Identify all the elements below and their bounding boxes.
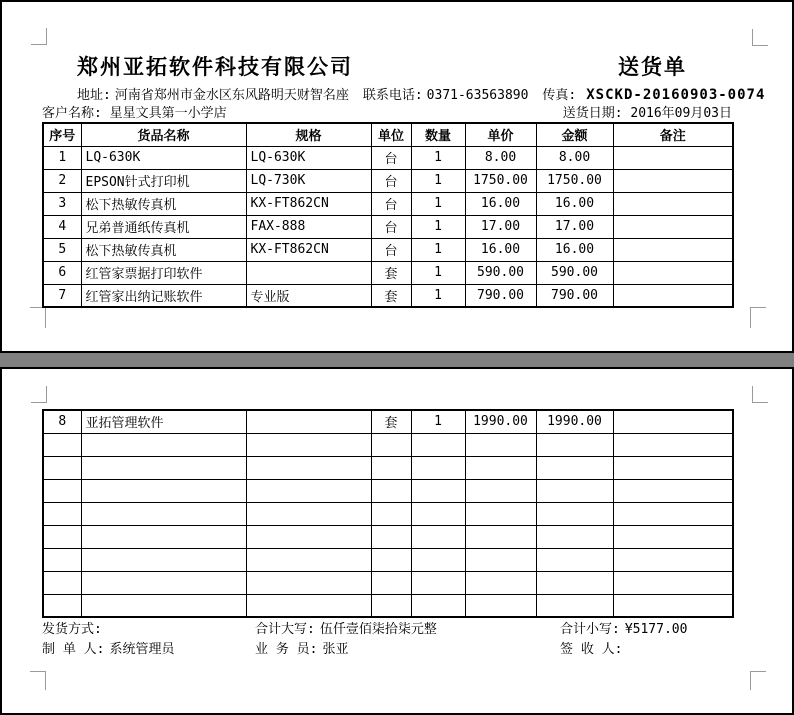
- table-cell: [371, 525, 411, 548]
- table-cell: 台: [371, 169, 411, 192]
- column-header: 序号: [43, 123, 81, 146]
- customer-date-line: [42, 102, 732, 121]
- table-cell: [613, 502, 733, 525]
- table-cell: 1: [411, 261, 465, 284]
- table-cell: [411, 571, 465, 594]
- margin-mark-bottom-right: [750, 671, 766, 690]
- header-info-line: [77, 84, 766, 103]
- fax-label: 传真:: [542, 88, 577, 103]
- margin-mark-top-left: [31, 386, 47, 403]
- column-header: 金额: [536, 123, 613, 146]
- table-cell: [613, 146, 733, 169]
- table-cell: [246, 479, 371, 502]
- table-cell: [613, 284, 733, 307]
- table-cell: [246, 594, 371, 617]
- table-cell: 1: [411, 146, 465, 169]
- table-cell: 1: [411, 284, 465, 307]
- delivery-date-label: 送货日期:: [562, 106, 623, 121]
- table-cell: 16.00: [465, 238, 536, 261]
- table-cell: [371, 571, 411, 594]
- total-in-figures-label: 合计小写:: [560, 622, 620, 637]
- margin-mark-bottom-right: [750, 307, 766, 328]
- table-row: [43, 548, 733, 571]
- table-row: [43, 433, 733, 456]
- table-cell: 1: [411, 192, 465, 215]
- table-cell: 台: [371, 192, 411, 215]
- table-cell: [43, 433, 81, 456]
- table-cell: 1: [411, 410, 465, 433]
- table-cell: 7: [43, 284, 81, 307]
- table-cell: 兄弟普通纸传真机: [81, 215, 246, 238]
- table-cell: [613, 571, 733, 594]
- column-header: 数量: [411, 123, 465, 146]
- preparer-label: 制 单 人:: [42, 642, 105, 657]
- table-cell: 1: [43, 146, 81, 169]
- table-cell: 16.00: [536, 238, 613, 261]
- table-row: [43, 456, 733, 479]
- table-cell: 590.00: [465, 261, 536, 284]
- table-cell: [465, 594, 536, 617]
- document-number: XSCKD-20160903-0074: [586, 87, 766, 103]
- table-cell: 红管家出纳记账软件: [81, 284, 246, 307]
- table-cell: 台: [371, 215, 411, 238]
- table-cell: [246, 548, 371, 571]
- table-cell: [81, 502, 246, 525]
- table-cell: [43, 479, 81, 502]
- preparer-group: [42, 638, 175, 657]
- table-cell: 16.00: [536, 192, 613, 215]
- column-header: 规格: [246, 123, 371, 146]
- table-cell: [371, 433, 411, 456]
- table-cell: [465, 502, 536, 525]
- table-cell: [465, 479, 536, 502]
- company-name: 郑州亚拓软件科技有限公司: [77, 55, 353, 79]
- page-2: [0, 367, 794, 715]
- table-cell: [536, 594, 613, 617]
- total-in-words-value: 伍仟壹佰柒拾柒元整: [319, 622, 437, 637]
- table-row: [43, 192, 733, 215]
- customer-group: [42, 102, 227, 121]
- table-cell: LQ-630K: [81, 146, 246, 169]
- items-table-page1: [42, 122, 734, 308]
- column-header: 货品名称: [81, 123, 246, 146]
- column-header: 单位: [371, 123, 411, 146]
- table-cell: [43, 571, 81, 594]
- customer-value: 星星文具第一小学店: [109, 106, 227, 121]
- table-cell: 1: [411, 169, 465, 192]
- table-row: [43, 479, 733, 502]
- shipping-method-group: [42, 618, 102, 637]
- table-cell: EPSON针式打印机: [81, 169, 246, 192]
- table-cell: 4: [43, 215, 81, 238]
- table-cell: LQ-730K: [246, 169, 371, 192]
- column-header: 单价: [465, 123, 536, 146]
- table-row: [43, 571, 733, 594]
- table-row: [43, 169, 733, 192]
- table-cell: [465, 433, 536, 456]
- table-cell: KX-FT862CN: [246, 192, 371, 215]
- table-cell: [411, 594, 465, 617]
- table-cell: [613, 215, 733, 238]
- table-cell: 亚拓管理软件: [81, 410, 246, 433]
- table-row: [43, 502, 733, 525]
- table-cell: KX-FT862CN: [246, 238, 371, 261]
- table-cell: [246, 433, 371, 456]
- table-cell: 专业版: [246, 284, 371, 307]
- table-cell: [81, 479, 246, 502]
- table-cell: 松下热敏传真机: [81, 192, 246, 215]
- table-cell: [246, 261, 371, 284]
- table-cell: 台: [371, 238, 411, 261]
- table-cell: 590.00: [536, 261, 613, 284]
- table-cell: [81, 548, 246, 571]
- table-cell: [613, 410, 733, 433]
- table-cell: 790.00: [536, 284, 613, 307]
- phone-value: 0371-63563890: [426, 88, 529, 103]
- table-cell: [43, 594, 81, 617]
- shipping-method-label: 发货方式:: [42, 622, 102, 637]
- table-cell: 6: [43, 261, 81, 284]
- total-in-words-label: 合计大写:: [255, 622, 315, 637]
- table-cell: LQ-630K: [246, 146, 371, 169]
- table-cell: 3: [43, 192, 81, 215]
- table-cell: 8: [43, 410, 81, 433]
- table-cell: FAX-888: [246, 215, 371, 238]
- table-cell: 松下热敏传真机: [81, 238, 246, 261]
- table-cell: [613, 192, 733, 215]
- table-cell: [613, 594, 733, 617]
- table-cell: [411, 525, 465, 548]
- table-row: [43, 261, 733, 284]
- preparer-value: 系统管理员: [109, 642, 175, 657]
- table-cell: [43, 525, 81, 548]
- table-cell: [246, 410, 371, 433]
- table-cell: [411, 502, 465, 525]
- table-cell: 套: [371, 261, 411, 284]
- delivery-date-value: 2016年09月03日: [630, 106, 732, 121]
- table-cell: 1990.00: [536, 410, 613, 433]
- address-value: 河南省郑州市金水区东风路明天财智名座: [114, 88, 349, 103]
- customer-label: 客户名称:: [42, 106, 102, 121]
- table-cell: [411, 479, 465, 502]
- table-cell: [613, 433, 733, 456]
- table-cell: [465, 548, 536, 571]
- table-cell: [246, 456, 371, 479]
- table-cell: [371, 548, 411, 571]
- table-cell: 17.00: [465, 215, 536, 238]
- page-divider: [0, 353, 794, 367]
- table-cell: 790.00: [465, 284, 536, 307]
- margin-mark-top-left: [31, 28, 47, 45]
- total-in-figures-group: [560, 618, 687, 637]
- table-cell: 1750.00: [536, 169, 613, 192]
- table-row: [43, 238, 733, 261]
- document-title: 送货单: [618, 55, 687, 79]
- table-cell: [371, 594, 411, 617]
- table-cell: [536, 571, 613, 594]
- table-cell: [81, 594, 246, 617]
- table-cell: [613, 548, 733, 571]
- table-cell: [536, 548, 613, 571]
- margin-mark-top-right: [752, 386, 768, 403]
- table-cell: 套: [371, 410, 411, 433]
- table-cell: [465, 456, 536, 479]
- table-cell: [536, 433, 613, 456]
- table-cell: [246, 502, 371, 525]
- table-cell: [371, 502, 411, 525]
- page-1: [0, 0, 794, 353]
- items-table-page2: [42, 409, 734, 618]
- total-in-words-group: [255, 618, 437, 637]
- address-label: 地址:: [77, 88, 111, 103]
- table-cell: [81, 571, 246, 594]
- salesperson-label: 业 务 员:: [255, 642, 318, 657]
- table-cell: [465, 525, 536, 548]
- table-cell: [371, 479, 411, 502]
- table-cell: [536, 479, 613, 502]
- table-cell: 2: [43, 169, 81, 192]
- table-row: [43, 215, 733, 238]
- table-cell: 1: [411, 238, 465, 261]
- table-row: [43, 525, 733, 548]
- table-cell: 1990.00: [465, 410, 536, 433]
- margin-mark-bottom-left: [30, 671, 46, 690]
- table-cell: [536, 502, 613, 525]
- column-header: 备注: [613, 123, 733, 146]
- table-cell: [613, 456, 733, 479]
- salesperson-value: 张亚: [322, 642, 349, 657]
- margin-mark-top-right: [752, 29, 768, 46]
- table-cell: [246, 525, 371, 548]
- table-cell: 1: [411, 215, 465, 238]
- table-cell: [81, 456, 246, 479]
- table-cell: 8.00: [465, 146, 536, 169]
- table-row: [43, 146, 733, 169]
- table-cell: [43, 456, 81, 479]
- receiver-label: 签 收 人:: [560, 642, 623, 657]
- table-cell: [81, 525, 246, 548]
- table-cell: 套: [371, 284, 411, 307]
- total-in-figures-value: ¥5177.00: [624, 622, 688, 637]
- table-cell: 红管家票据打印软件: [81, 261, 246, 284]
- table-cell: 台: [371, 146, 411, 169]
- table-cell: 5: [43, 238, 81, 261]
- margin-mark-bottom-left: [30, 307, 46, 328]
- table-cell: 17.00: [536, 215, 613, 238]
- table-cell: 16.00: [465, 192, 536, 215]
- receiver-group: [560, 638, 622, 657]
- salesperson-group: [255, 638, 349, 657]
- table-cell: [411, 548, 465, 571]
- table-row: [43, 410, 733, 433]
- table-cell: [613, 261, 733, 284]
- table-cell: [43, 548, 81, 571]
- table-cell: [371, 456, 411, 479]
- table-header-row: [43, 123, 733, 146]
- table-cell: [411, 456, 465, 479]
- table-cell: [613, 479, 733, 502]
- date-group: [563, 102, 732, 121]
- table-row: [43, 594, 733, 617]
- table-cell: [536, 456, 613, 479]
- table-cell: [465, 571, 536, 594]
- table-cell: [81, 433, 246, 456]
- table-cell: 1750.00: [465, 169, 536, 192]
- phone-label: 联系电话:: [362, 88, 423, 103]
- table-cell: [536, 525, 613, 548]
- table-row: [43, 284, 733, 307]
- table-cell: [43, 502, 81, 525]
- table-cell: 8.00: [536, 146, 613, 169]
- table-cell: [246, 571, 371, 594]
- table-cell: [411, 433, 465, 456]
- table-cell: [613, 238, 733, 261]
- table-cell: [613, 525, 733, 548]
- table-cell: [613, 169, 733, 192]
